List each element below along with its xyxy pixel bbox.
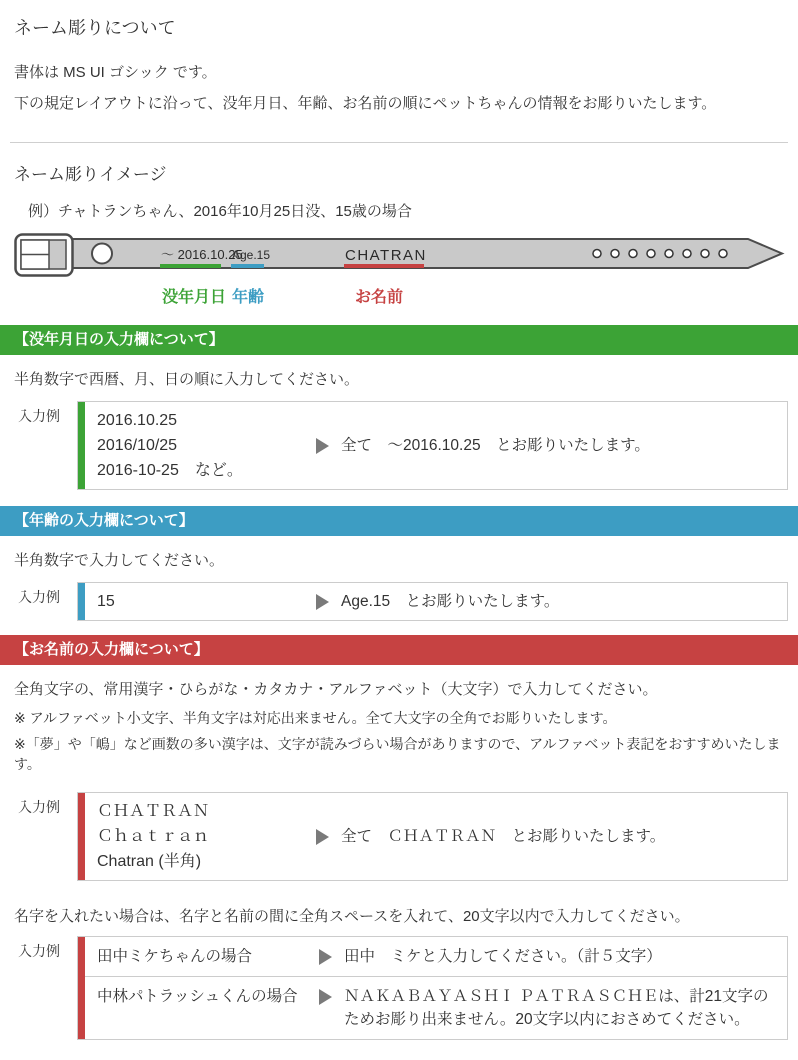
surname-example-row	[85, 937, 787, 976]
date-example-result: 全て ～2016.10.25 とお彫りいたします。	[341, 437, 650, 454]
age-section-description: 半角数字で入力してください。	[14, 552, 225, 569]
surname-example	[18, 936, 788, 1040]
surname-result-text: 田中 ミケと入力してください。（計５文字）	[344, 948, 662, 965]
intro-font-note: 書体は MS UI ゴシック です。	[14, 64, 217, 81]
date-input-sample: 2016/10/25	[97, 437, 178, 454]
page-title: ネーム彫りについて	[14, 18, 176, 38]
name-example-result: 全て ＣＨＡＴＲＡＮ とお彫りいたします。	[341, 828, 666, 845]
date-section-description: 半角数字で西暦、月、日の順に入力してください。	[14, 371, 360, 388]
belt-date-text: ～ 2016.10.25	[161, 247, 243, 262]
age-field-label: 年齢	[232, 289, 265, 306]
date-example-content	[85, 402, 787, 489]
name-example	[18, 792, 788, 881]
arrow-right-icon	[316, 438, 329, 454]
name-example-box	[77, 792, 788, 881]
name-section-header: 【お名前の入力欄について】	[0, 635, 798, 665]
name-section-description: 全角文字の、常用漢字・ひらがな・カタカナ・アルファベット（大文字）で入力してください。	[14, 681, 658, 698]
name-input-sample: Ｃｈａｔｒａｎ	[97, 828, 210, 845]
age-example-label: 入力例	[18, 589, 60, 605]
surname-accent-bar	[78, 937, 85, 1039]
engraving-image-title: ネーム彫りイメージ	[14, 165, 167, 184]
date-example	[18, 401, 788, 490]
date-input-sample: 2016-10-25 など。	[97, 462, 243, 479]
age-example-box	[77, 582, 788, 621]
name-example-label: 入力例	[18, 799, 60, 815]
surname-note: 名字を入れたい場合は、名字と名前の間に全角スペースを入れて、20文字以内で入力してください。	[14, 908, 690, 925]
bottom-spacer	[0, 1040, 798, 1060]
date-section-header: 【没年月日の入力欄について】	[0, 325, 798, 355]
age-example-result-row	[316, 590, 559, 613]
name-input-sample: Chatran (半角)	[97, 853, 202, 870]
arrow-right-icon	[316, 594, 329, 610]
collar-belt-illustration	[14, 233, 790, 279]
age-accent-bar	[78, 583, 85, 620]
surname-case-text: 中林パトラッシュくんの場合	[97, 988, 298, 1005]
belt-field-labels	[14, 282, 798, 308]
age-example-content	[85, 583, 787, 620]
age-example	[18, 582, 788, 621]
arrow-right-icon	[316, 829, 329, 845]
age-section-header: 【年齢の入力欄について】	[0, 506, 798, 536]
date-field-label: 没年月日	[162, 289, 227, 306]
name-input-sample: ＣＨＡＴＲＡＮ	[97, 803, 210, 820]
name-underline	[344, 264, 424, 268]
surname-example-box	[77, 936, 788, 1040]
name-section-note-1: ※ アルファベット小文字、半角文字は対応出来ません。全て大文字の全角でお彫りいたします。	[14, 710, 617, 726]
date-example-box	[77, 401, 788, 490]
date-underline	[160, 264, 221, 268]
date-example-result-row	[316, 434, 650, 457]
surname-case-text: 田中ミケちゃんの場合	[97, 948, 253, 965]
surname-result-text: ＮＡＫＡＢＡＹＡＳＨＩ ＰＡＴＲＡＳＣＨＥは、計21文字のためお彫り出来ません。20文字以内におさめてください。	[344, 988, 769, 1028]
name-field-label: お名前	[355, 289, 404, 306]
date-example-inputs	[97, 408, 316, 483]
age-example-inputs	[97, 589, 316, 614]
age-example-result: Age.15 とお彫りいたします。	[341, 593, 560, 610]
date-accent-bar	[78, 402, 85, 489]
name-accent-bar	[78, 793, 85, 880]
surname-example-row	[85, 976, 787, 1039]
arrow-right-icon	[319, 949, 332, 965]
name-example-content	[85, 793, 787, 880]
section-divider	[10, 142, 788, 143]
name-example-result-row	[316, 825, 665, 848]
surname-example-rows	[85, 937, 787, 1039]
belt-age-text: Age.15	[232, 248, 271, 262]
engraving-example-caption: 例）チャトランちゃん、2016年10月25日没、15歳の場合	[28, 203, 412, 220]
belt-hole-large	[92, 244, 112, 264]
age-input-sample: 15	[97, 593, 115, 610]
name-example-inputs	[97, 799, 316, 874]
name-section-note-2: ※「夢」や「嶋」など画数の多い漢字は、文字が読みづらい場合がありますので、アルファベット表記をおすすめいたします。	[14, 736, 781, 772]
age-underline	[231, 264, 264, 268]
belt-name-text: CHATRAN	[345, 247, 427, 264]
date-example-label: 入力例	[18, 408, 60, 424]
intro-layout-note: 下の規定レイアウトに沿って、没年月日、年齢、お名前の順にペットちゃんの情報をお彫りいたします。	[14, 95, 717, 112]
surname-example-label: 入力例	[18, 943, 60, 959]
arrow-right-icon	[319, 989, 332, 1005]
date-input-sample: 2016.10.25	[97, 412, 178, 429]
